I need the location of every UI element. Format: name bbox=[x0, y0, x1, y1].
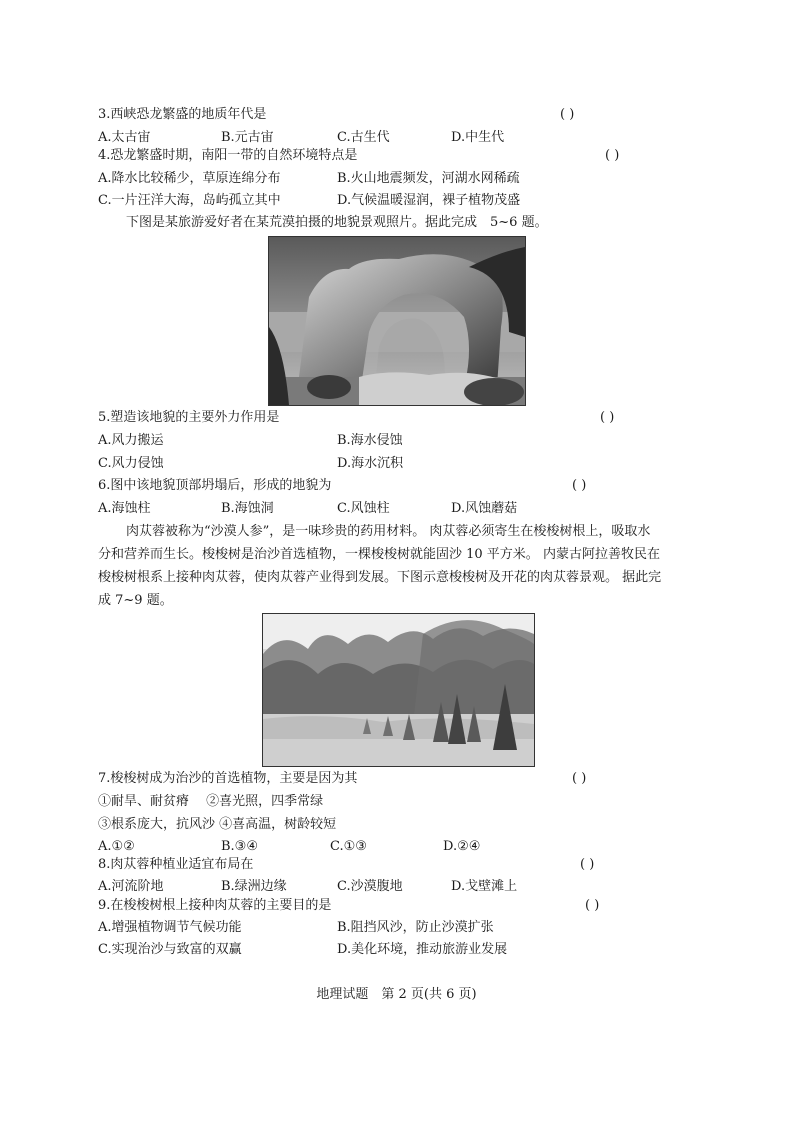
q3-option-d: D.中生代 bbox=[451, 130, 505, 145]
q8-option-c: C.沙漠腹地 bbox=[337, 879, 403, 894]
saxaul-cistanche-photo bbox=[262, 613, 535, 767]
q6-option-c: C.风蚀柱 bbox=[337, 501, 390, 516]
page-footer: 地理试题 第 2 页(共 6 页) bbox=[316, 987, 477, 1002]
q4-option-d: D.气候温暖湿润，裸子植物茂盛 bbox=[337, 193, 521, 208]
q7-option-c: C.①③ bbox=[330, 839, 367, 854]
q9-option-c: C.实现治沙与致富的双赢 bbox=[98, 942, 242, 957]
intro-7-9-line-2: 分和营养而生长。梭梭树是治沙首选植物，一棵梭梭树就能固沙 10 平方米。 内蒙古阿拉善牧民在 bbox=[98, 547, 660, 562]
q8-option-b: B.绿洲边缘 bbox=[221, 879, 287, 894]
q7-answer-paren[interactable]: ( ) bbox=[572, 771, 587, 786]
intro-7-9-line-4: 成 7~9 题。 bbox=[98, 593, 173, 608]
q5-answer-paren[interactable]: ( ) bbox=[600, 410, 615, 425]
q9-option-d: D.美化环境，推动旅游业发展 bbox=[337, 942, 508, 957]
q6-stem: 6.图中该地貌顶部坍塌后，形成的地貌为 bbox=[98, 478, 332, 493]
q8-option-d: D.戈壁滩上 bbox=[451, 879, 518, 894]
q7-stem: 7.梭梭树成为治沙的首选植物，主要是因为其 bbox=[98, 771, 358, 786]
q9-option-a: A.增强植物调节气候功能 bbox=[98, 920, 242, 935]
intro-7-9-line-3: 梭梭树根系上接种肉苁蓉，使肉苁蓉产业得到发展。下图示意梭梭树及开花的肉苁蓉景观。 据此完 bbox=[98, 570, 662, 585]
q9-answer-paren[interactable]: ( ) bbox=[585, 898, 600, 913]
q7-option-a: A.①② bbox=[98, 839, 135, 854]
q7-option-b: B.③④ bbox=[221, 839, 258, 854]
q8-answer-paren[interactable]: ( ) bbox=[580, 857, 595, 872]
desert-arch-photo bbox=[268, 236, 526, 406]
q9-option-b: B.阻挡风沙，防止沙漠扩张 bbox=[337, 920, 494, 935]
q6-option-d: D.风蚀蘑菇 bbox=[451, 501, 518, 516]
q5-option-c: C.风力侵蚀 bbox=[98, 456, 164, 471]
q3-option-b: B.元古宙 bbox=[221, 130, 274, 145]
q5-option-a: A.风力搬运 bbox=[98, 433, 164, 448]
q3-answer-paren[interactable]: ( ) bbox=[560, 107, 575, 122]
q6-option-a: A.海蚀柱 bbox=[98, 501, 151, 516]
q4-stem: 4.恐龙繁盛时期，南阳一带的自然环境特点是 bbox=[98, 148, 358, 163]
q3-stem: 3.西峡恐龙繁盛的地质年代是 bbox=[98, 107, 267, 122]
q6-answer-paren[interactable]: ( ) bbox=[572, 478, 587, 493]
q3-option-a: A.太古宙 bbox=[98, 130, 151, 145]
q8-stem: 8.肉苁蓉种植业适宜布局在 bbox=[98, 857, 254, 872]
q4-option-a: A.降水比较稀少，草原连绵分布 bbox=[98, 171, 281, 186]
q5-stem: 5.塑造该地貌的主要外力作用是 bbox=[98, 410, 280, 425]
q4-answer-paren[interactable]: ( ) bbox=[605, 148, 620, 163]
q6-option-b: B.海蚀洞 bbox=[221, 501, 274, 516]
q5-option-d: D.海水沉积 bbox=[337, 456, 404, 471]
q8-option-a: A.河流阶地 bbox=[98, 879, 164, 894]
q4-option-b: B.火山地震频发，河湖水网稀疏 bbox=[337, 171, 520, 186]
q7-statements-line-2: ③根系庞大，抗风沙 ④喜高温，树龄较短 bbox=[98, 817, 337, 832]
intro-5-6: 下图是某旅游爱好者在某荒漠拍摄的地貌景观照片。据此完成 5~6 题。 bbox=[126, 215, 548, 230]
q4-option-c: C.一片汪洋大海，岛屿孤立其中 bbox=[98, 193, 281, 208]
q9-stem: 9.在梭梭树根上接种肉苁蓉的主要目的是 bbox=[98, 898, 332, 913]
q7-statements-line-1: ①耐旱、耐贫瘠 ②喜光照，四季常绿 bbox=[98, 794, 324, 809]
q3-option-c: C.古生代 bbox=[337, 130, 390, 145]
q5-option-b: B.海水侵蚀 bbox=[337, 433, 403, 448]
q7-option-d: D.②④ bbox=[443, 839, 481, 854]
intro-7-9-line-1: 肉苁蓉被称为“沙漠人参”，是一味珍贵的药用材料。 肉苁蓉必须寄生在梭梭树根上，吸取水 bbox=[126, 524, 651, 539]
